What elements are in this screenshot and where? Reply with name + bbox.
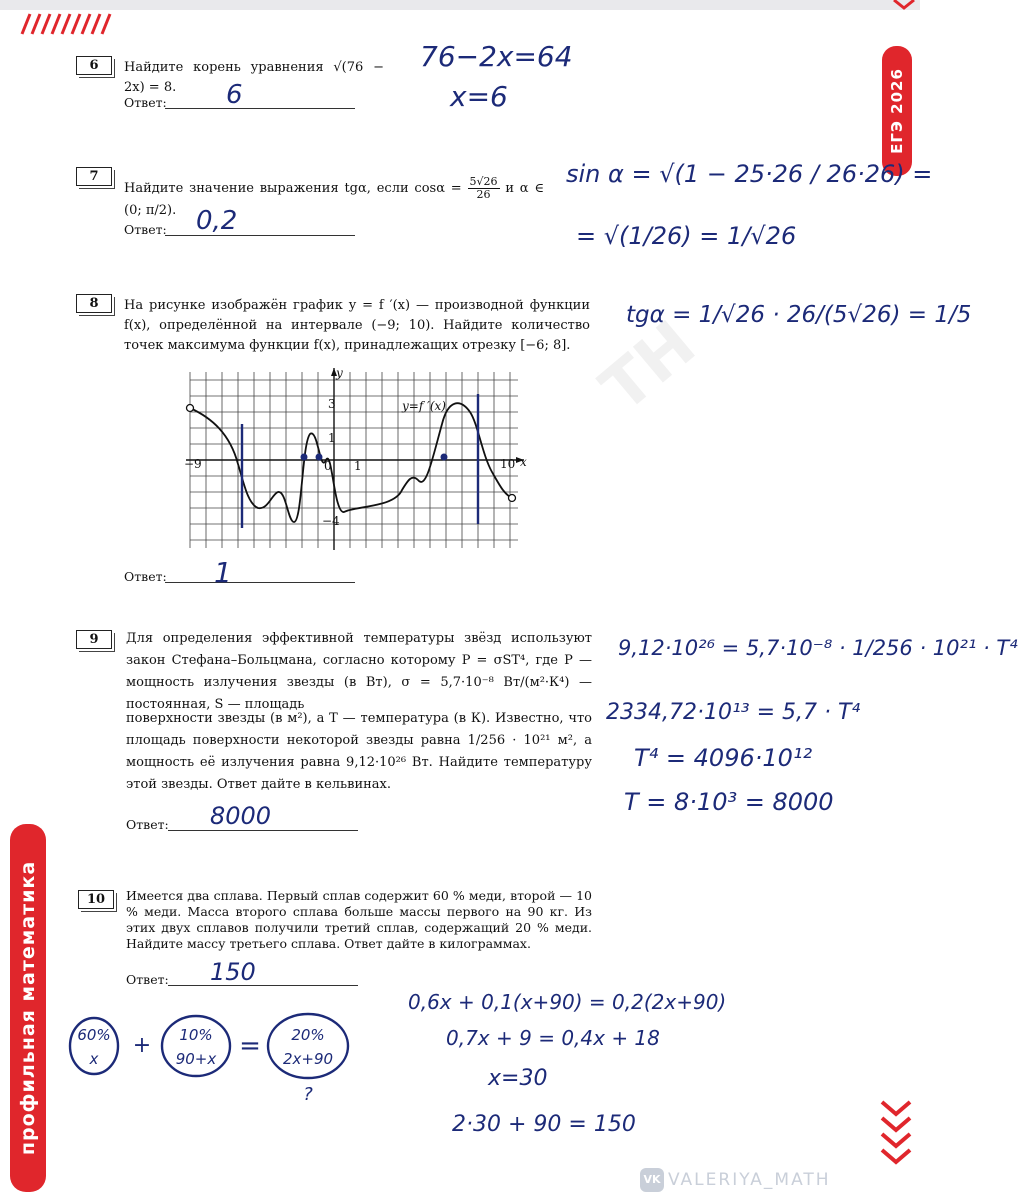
- handwritten-work: 2·30 + 90 = 150: [452, 1112, 636, 1137]
- handwritten-work: T = 8·10³ = 8000: [624, 788, 834, 816]
- ege-badge: ЕГЭ 2026: [882, 46, 912, 176]
- tick-label: −9: [184, 457, 202, 471]
- x-axis-label: x: [520, 455, 527, 469]
- tick-label: 3: [328, 397, 336, 411]
- alloy-3-mass: 2x+90: [282, 1050, 334, 1068]
- question-mark: ?: [303, 1084, 313, 1105]
- handwritten-answer-7: 0,2: [196, 206, 238, 236]
- alloy-3-percent: 20%: [291, 1026, 325, 1044]
- answer-line: [168, 830, 358, 831]
- problem-number: 10: [78, 890, 114, 909]
- handwritten-answer-9: 8000: [210, 802, 272, 830]
- problem-8-text: На рисунке изображён график y = f ′(x) — производной функции f(x), определённой на интервале (−9; 10). Найдите количество точек максимума функции f(x), принадлежащих отрезку [−6; 8].: [124, 298, 590, 353]
- y-axis-label: y: [336, 366, 343, 380]
- handwritten-answer-8: 1: [214, 556, 232, 589]
- handwritten-work: T⁴ = 4096·10¹²: [634, 744, 813, 772]
- problem-number: 7: [76, 167, 112, 186]
- problem-number: 8: [76, 294, 112, 313]
- answer-line: [165, 235, 355, 236]
- alloy-1-mass: x: [89, 1050, 99, 1068]
- alloy-2-mass: 90+x: [175, 1050, 217, 1068]
- answer-line: [165, 582, 355, 583]
- hatch-decoration: [18, 10, 118, 36]
- answer-label: Ответ:: [126, 817, 169, 832]
- answer-line: [168, 985, 358, 986]
- plus-sign: +: [132, 1033, 152, 1058]
- handwritten-work: 9,12·10²⁶ = 5,7·10⁻⁸ · 1/256 · 10²¹ · T⁴: [618, 636, 1018, 660]
- handwritten-work: 0,7x + 9 = 0,4x + 18: [446, 1026, 660, 1050]
- vk-icon: VK: [640, 1168, 664, 1192]
- alloy-1-percent: 60%: [77, 1026, 111, 1044]
- tick-label: −4: [322, 514, 340, 528]
- tick-label: 1: [328, 431, 336, 445]
- answer-label: Ответ:: [124, 222, 167, 237]
- problem-9-text: поверхности звезды (в м²), а T — температура (в К). Известно, что площадь поверхности некоторой звезды равна 1/256 · 10²¹ м², а мощность её излучения равна 9,12·10²⁶ Вт. Найдите температуру этой звезды. Ответ дайте в кельвинах.: [126, 711, 592, 792]
- tick-label: 0: [324, 459, 332, 473]
- problem-7-text: Найдите значение выражения tgα, если cosα = $\frac{5√26}{26}$ и α ∈ (0; π/2).: [124, 175, 544, 218]
- problem-10-text: Имеется два сплава. Первый сплав содержит 60 % меди, второй — 10 % меди. Масса второго сплава больше массы первого на 90 кг. Из этих двух сплавов получили третий сплав, содержащий 20 % меди. Найдите массу третьего сплава. Ответ дайте в килограммах.: [126, 888, 592, 951]
- problem-number: 9: [76, 630, 112, 649]
- derivative-graph: [182, 364, 532, 554]
- answer-label: Ответ:: [124, 95, 167, 110]
- alloy-2-percent: 10%: [179, 1026, 213, 1044]
- curve-label: y=f ′(x): [402, 399, 446, 413]
- corner-decoration: [890, 0, 920, 20]
- answer-line: [165, 108, 355, 109]
- tick-label: 1: [354, 459, 362, 473]
- chevrons-decoration: [876, 1098, 916, 1164]
- equals-sign: =: [239, 1031, 261, 1061]
- handwritten-answer-6: 6: [226, 80, 243, 110]
- top-bar: [0, 0, 920, 10]
- author-watermark: VK VALERIYA_MATH: [640, 1168, 831, 1192]
- answer-label: Ответ:: [124, 569, 167, 584]
- handwritten-work: x=6: [450, 80, 508, 113]
- answer-label: Ответ:: [126, 972, 169, 987]
- handwritten-work: 76−2x=64: [420, 40, 573, 73]
- problem-6-text: Найдите корень уравнения √(76 − 2x) = 8.: [124, 60, 384, 95]
- subject-badge: профильная математика: [10, 824, 46, 1192]
- handwritten-work: 0,6x + 0,1(x+90) = 0,2(2x+90): [408, 990, 727, 1014]
- handwritten-work: sin α = √(1 − 25·26 / 26·26) =: [566, 160, 933, 188]
- handwritten-work: tgα = 1/√26 · 26/(5√26) = 1/5: [626, 302, 972, 328]
- tick-label: 10: [500, 457, 516, 471]
- handwritten-answer-10: 150: [210, 958, 256, 986]
- problem-number: 6: [76, 56, 112, 75]
- handwritten-work: 2334,72·10¹³ = 5,7 · T⁴: [606, 700, 861, 725]
- problem-9-text: Для определения эффективной температуры звёзд используют закон Стефана–Больцмана, согласно которому P = σST⁴, где P — мощность излучения звезды (в Вт), σ = 5,7·10⁻⁸ Вт/(м²·К⁴) — постоянная, S — площадь: [126, 631, 592, 712]
- handwritten-work: = √(1/26) = 1/√26: [576, 222, 797, 250]
- faint-watermark: TH: [587, 307, 710, 427]
- alloy-diagram: [64, 1012, 374, 1108]
- handwritten-work: x=30: [488, 1066, 548, 1091]
